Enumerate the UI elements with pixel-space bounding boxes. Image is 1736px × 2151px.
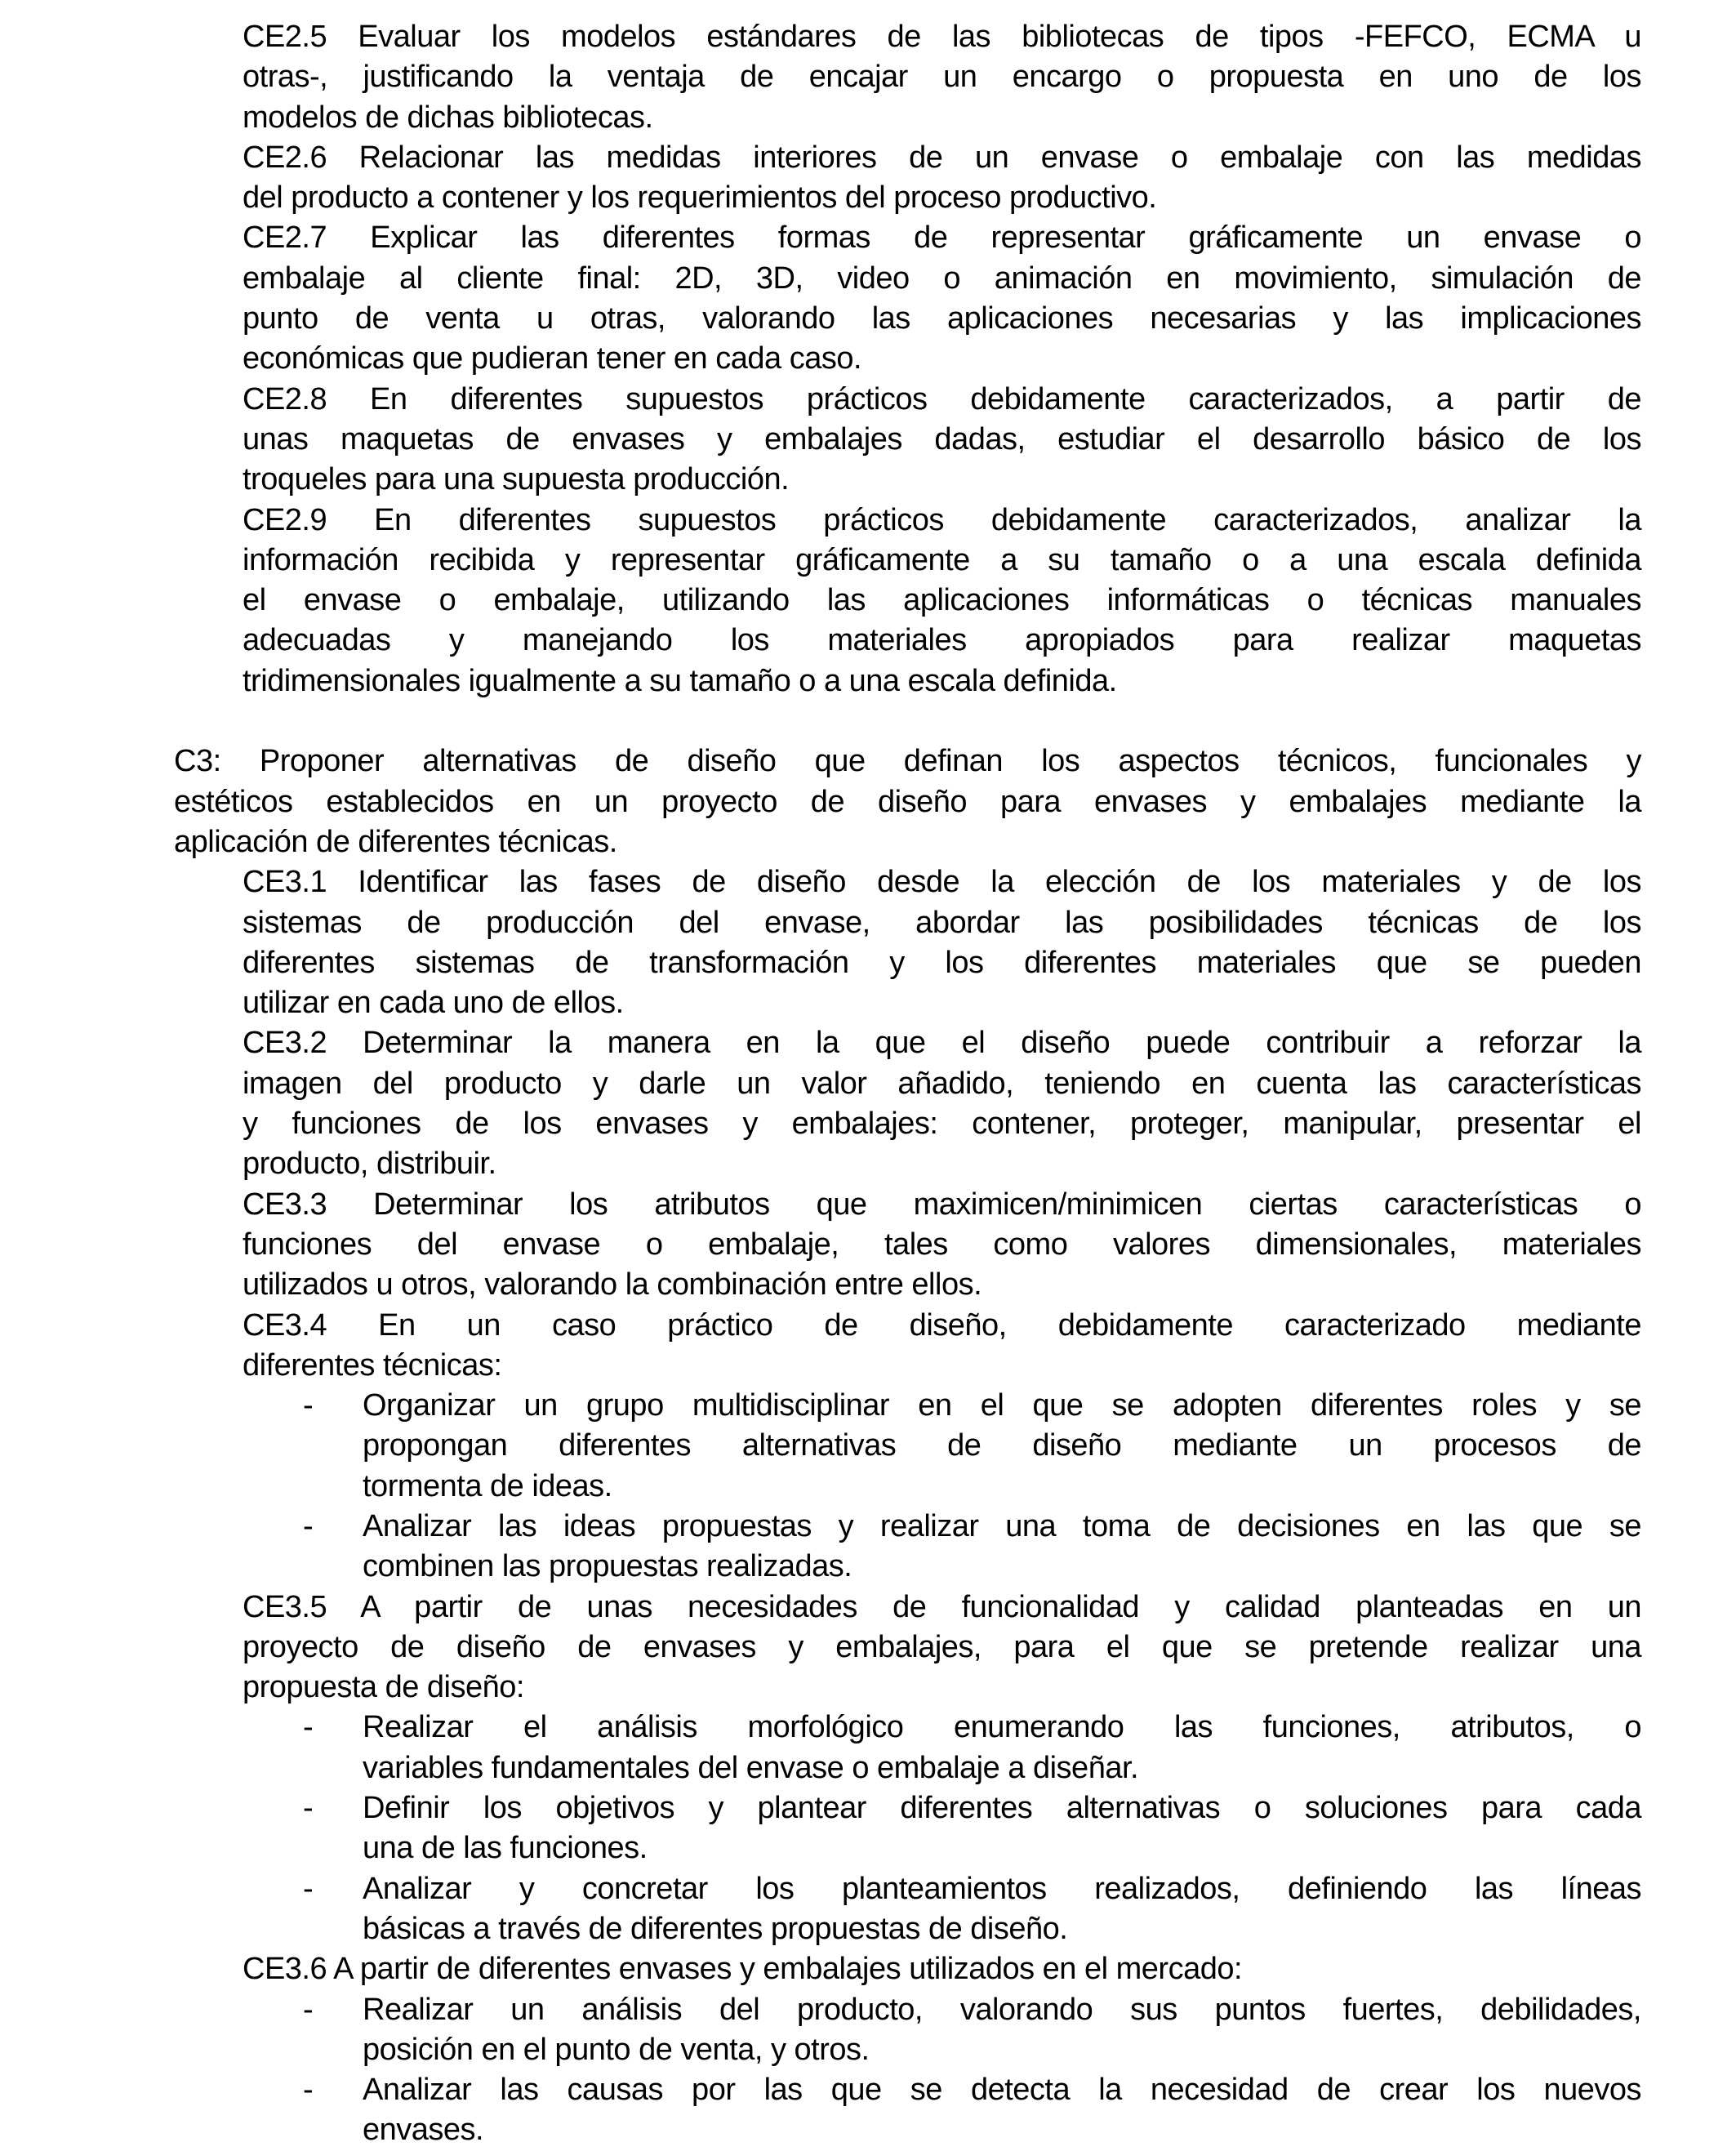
text-line: proyecto de diseño de envases y embalajes, para el que se pretende realizar una	[243, 1629, 1641, 1664]
text-line: adecuadas y manejando los materiales apropiados para realizar maquetas	[243, 623, 1641, 658]
text-line: estéticos establecidos en un proyecto de diseño para envases y embalajes mediante la	[174, 784, 1641, 819]
text-line: imagen del producto y darle un valor añadido, teniendo en cuenta las características	[243, 1066, 1641, 1101]
text-line: sistemas de producción del envase, abordar las posibilidades técnicas de los	[243, 905, 1641, 940]
text-line: unas maquetas de envases y embalajes dadas, estudiar el desarrollo básico de los	[243, 421, 1641, 456]
text-line: C3: Proponer alternativas de diseño que definan los aspectos técnicos, funcionales y	[174, 744, 1641, 779]
text-line: punto de venta u otras, valorando las aplicaciones necesarias y las implicaciones	[243, 301, 1641, 336]
text-line: modelos de dichas bibliotecas.	[243, 100, 653, 135]
text-line: funciones del envase o embalaje, tales como valores dimensionales, materiales	[243, 1227, 1641, 1262]
text-line: Analizar las ideas propuestas y realizar una toma de decisiones en las que se	[363, 1508, 1641, 1543]
dash-marker: -	[303, 1791, 314, 1826]
bullet-item	[303, 2070, 1641, 2151]
paragraph	[243, 138, 1641, 219]
text-line: del producto a contener y los requerimientos del proceso productivo.	[243, 180, 1157, 216]
paragraph	[243, 1949, 1641, 1989]
text-line: utilizar en cada uno de ellos.	[243, 986, 624, 1021]
text-line: Analizar las causas por las que se detecta la necesidad de crear los nuevos	[363, 2073, 1641, 2108]
paragraph	[243, 862, 1641, 1023]
bullet-text	[363, 1788, 1641, 1869]
dash-marker: -	[303, 1388, 314, 1423]
text-line: el envase o embalaje, utilizando las aplicaciones informáticas o técnicas manuales	[243, 583, 1641, 618]
text-line: variables fundamentales del envase o embalaje a diseñar.	[363, 1750, 1139, 1785]
text-line: embalaje al cliente final: 2D, 3D, video o animación en movimiento, simulación de	[243, 261, 1641, 296]
text-line: CE3.4 En un caso práctico de diseño, debidamente caracterizado mediante	[243, 1307, 1641, 1343]
text-line: CE3.2 Determinar la manera en la que el diseño puede contribuir a reforzar la	[243, 1026, 1641, 1061]
paragraph	[243, 1185, 1641, 1306]
bullet-item	[303, 1386, 1641, 1507]
text-line: CE2.5 Evaluar los modelos estándares de las bibliotecas de tipos -FEFCO, ECMA u	[243, 20, 1641, 54]
text-line: CE2.6 Relacionar las medidas interiores de un envase o embalaje con las medidas	[243, 140, 1641, 175]
text-line: diferentes técnicas:	[243, 1347, 502, 1383]
bullet-item	[303, 1788, 1641, 1869]
dash-marker: -	[303, 1871, 314, 1906]
text-line: diferentes sistemas de transformación y los diferentes materiales que se pueden	[243, 945, 1641, 980]
dash-marker: -	[303, 1992, 314, 2027]
paragraph	[243, 1588, 1641, 1708]
text-line: posición en el punto de venta, y otros.	[363, 2032, 870, 2067]
text-line: Organizar un grupo multidisciplinar en el que se adopten diferentes roles y se	[363, 1388, 1641, 1423]
dash-marker: -	[303, 2073, 314, 2108]
text-line: CE3.6 A partir de diferentes envases y embalajes utilizados en el mercado:	[243, 1952, 1243, 1987]
paragraph	[243, 218, 1641, 379]
paragraph	[243, 1023, 1641, 1184]
dash-marker: -	[303, 1710, 314, 1745]
text-line: utilizados u otros, valorando la combinación entre ellos.	[243, 1267, 982, 1303]
blank-line	[0, 701, 1736, 741]
paragraph	[243, 501, 1641, 701]
text-line: CE3.1 Identificar las fases de diseño desde la elección de los materiales y de los	[243, 865, 1641, 900]
paragraph	[243, 17, 1641, 138]
text-line: envases.	[363, 2113, 484, 2148]
text-line: Definir los objetivos y plantear diferentes alternativas o soluciones para cada	[363, 1791, 1641, 1826]
text-line: tormenta de ideas.	[363, 1468, 612, 1503]
text-line: CE3.5 A partir de unas necesidades de funcionalidad y calidad planteadas en un	[243, 1589, 1641, 1624]
text-line: CE2.8 En diferentes supuestos prácticos debidamente caracterizados, a partir de	[243, 381, 1641, 416]
text-line: producto, distribuir.	[243, 1147, 496, 1182]
bullet-text	[363, 1386, 1641, 1507]
bullet-item	[303, 1990, 1641, 2071]
text-line: aplicación de diferentes técnicas.	[174, 824, 617, 859]
dash-marker: -	[303, 1508, 314, 1543]
text-line: combinen las propuestas realizadas.	[363, 1549, 852, 1584]
bullet-text	[363, 1869, 1641, 1950]
bullet-item	[303, 1708, 1641, 1788]
text-line: CE2.7 Explicar las diferentes formas de representar gráficamente un envase o	[243, 220, 1641, 256]
paragraph	[243, 380, 1641, 501]
text-line: propongan diferentes alternativas de diseño mediante un procesos de	[363, 1428, 1641, 1463]
bullet-text	[363, 1507, 1641, 1588]
text-line: propuesta de diseño:	[243, 1670, 524, 1705]
paragraph	[243, 1306, 1641, 1387]
text-line: CE2.9 En diferentes supuestos prácticos debidamente caracterizados, analizar la	[243, 502, 1641, 537]
bullet-item	[303, 1869, 1641, 1950]
text-line: otras-, justificando la ventaja de encajar un encargo o propuesta en uno de los	[243, 60, 1641, 95]
text-line: información recibida y representar gráficamente a su tamaño o a una escala definida	[243, 542, 1641, 577]
text-line: Realizar el análisis morfológico enumerando las funciones, atributos, o	[363, 1710, 1641, 1745]
text-line: tridimensionales igualmente a su tamaño o a una escala definida.	[243, 663, 1117, 698]
text-line: CE3.3 Determinar los atributos que maximicen/minimicen ciertas características o	[243, 1187, 1641, 1222]
text-line: Realizar un análisis del producto, valorando sus puntos fuertes, debilidades,	[363, 1992, 1641, 2027]
text-line: básicas a través de diferentes propuestas de diseño.	[363, 1911, 1068, 1946]
text-line: troqueles para una supuesta producción.	[243, 462, 790, 497]
paragraph	[174, 741, 1641, 862]
bullet-item	[303, 1507, 1641, 1588]
bullet-text	[363, 1990, 1641, 2071]
text-line: una de las funciones.	[363, 1831, 648, 1866]
text-line: económicas que pudieran tener en cada caso.	[243, 341, 862, 376]
text-line: Analizar y concretar los planteamientos realizados, definiendo las líneas	[363, 1871, 1641, 1906]
bullet-text	[363, 2070, 1641, 2151]
text-line: y funciones de los envases y embalajes: contener, proteger, manipular, presentar el	[243, 1107, 1641, 1142]
bullet-text	[363, 1708, 1641, 1788]
